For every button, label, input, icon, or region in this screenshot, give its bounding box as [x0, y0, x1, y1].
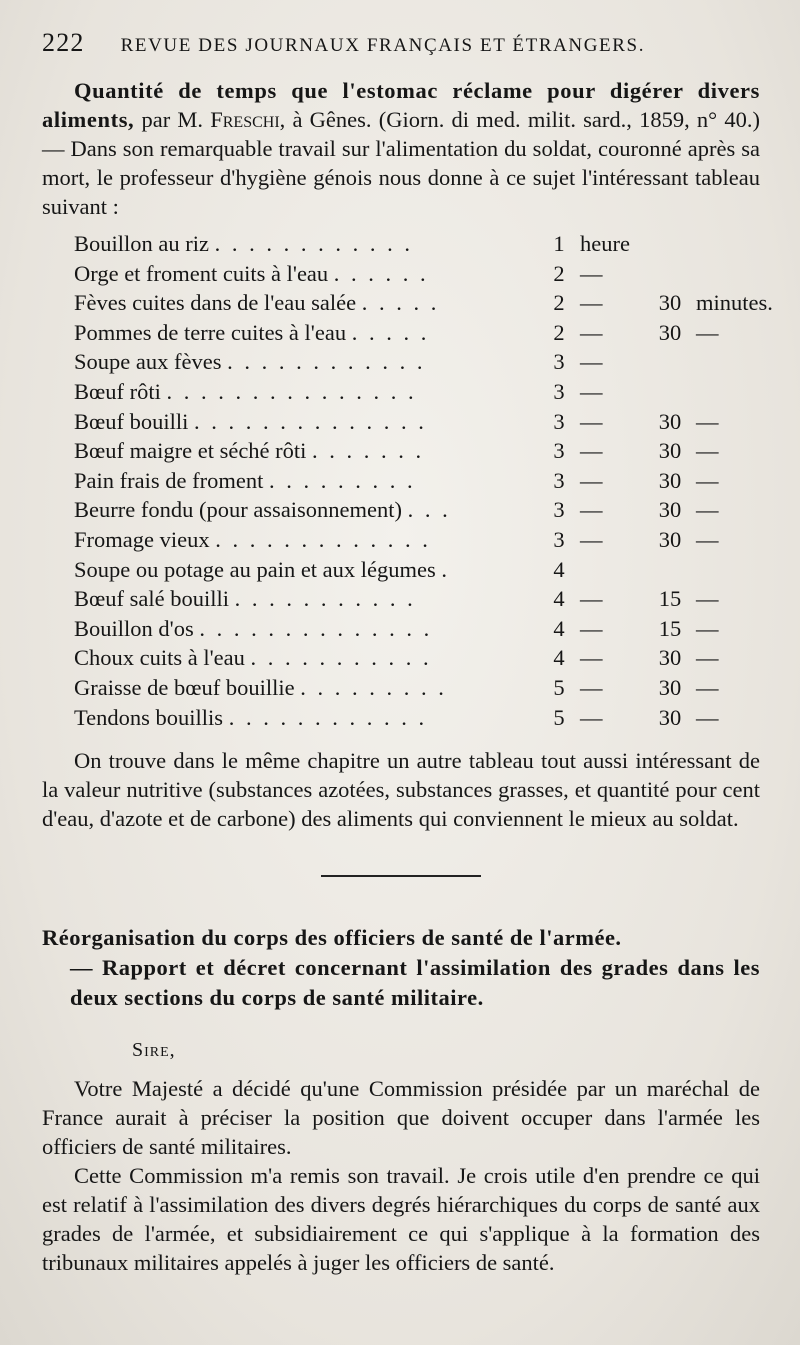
section-title — [42, 923, 760, 1013]
digestion-time-table — [74, 231, 773, 734]
hours-unit: — — [580, 260, 603, 286]
minutes-value: 30 — [658, 645, 682, 671]
food-name: Bouillon au riz . . . . . . . . . . . . — [74, 231, 413, 256]
minutes-unit: — — [696, 526, 719, 552]
leader-dots: . . . — [407, 497, 451, 523]
leader-dots: . . . . . . . . . . . . . — [215, 526, 431, 552]
table-row — [74, 705, 762, 735]
hours-value: 3 — [553, 349, 565, 375]
report-paragraph-2: Cette Commission m'a remis son travail. Je crois utile d'en prendre ce qui est relatif à l'assimilation des divers degrés hiérarchiques du corps de santé aux grades de l'armée, et subsidiairement ce qui s'applique à la formation des tribunaux militaires appelés à juger les officiers de santé. — [42, 1163, 760, 1276]
food-name: Bœuf rôti . . . . . . . . . . . . . . . — [74, 378, 417, 404]
hours-unit: — — [580, 497, 603, 523]
hours-unit: — — [580, 467, 603, 493]
minutes-value: 30 — [658, 438, 682, 464]
hours-value: 4 — [553, 645, 565, 671]
food-name: Bœuf bouilli . . . . . . . . . . . . . . — [74, 408, 427, 434]
food-name: Graisse de bœuf bouillie . . . . . . . . . — [74, 674, 447, 700]
hours-unit: — — [580, 645, 603, 671]
hours-unit: heure — [580, 231, 630, 256]
byline-pre: par M. — [134, 107, 211, 132]
food-name: Soupe ou potage au pain et aux légumes . — [74, 556, 451, 582]
hours-value: 3 — [553, 497, 565, 523]
hours-value: 3 — [553, 438, 565, 464]
minutes-unit: — — [696, 586, 719, 612]
hours-value: 3 — [553, 467, 565, 493]
hours-unit: — — [580, 526, 603, 552]
leader-dots: . . . . . . . . . . . . . . — [199, 615, 433, 641]
salutation: Sire, — [132, 1039, 176, 1062]
food-name: Pain frais de froment . . . . . . . . . — [74, 467, 416, 493]
table-row — [74, 527, 762, 557]
leader-dots: . . . . . . — [333, 260, 429, 286]
hours-unit: — — [580, 586, 603, 612]
food-name: Bouillon d'os . . . . . . . . . . . . . . — [74, 615, 433, 641]
minutes-value: 30 — [658, 674, 682, 700]
leader-dots: . . . . . . . . . . . . — [228, 704, 428, 730]
article-intro — [42, 76, 760, 221]
food-name: Orge et froment cuits à l'eau . . . . . . — [74, 260, 429, 286]
hours-value: 5 — [553, 704, 565, 730]
leader-dots: . . . . . . . — [312, 438, 425, 464]
table-row — [74, 261, 762, 291]
hours-unit: — — [580, 408, 603, 434]
hours-unit: — — [580, 290, 603, 316]
hours-value: 5 — [553, 674, 565, 700]
food-name: Pommes de terre cuites à l'eau . . . . . — [74, 319, 430, 345]
table-row — [74, 497, 762, 527]
hours-value: 2 — [553, 290, 565, 316]
leader-dots: . . . . . . . . . . . . — [214, 231, 413, 256]
hours-unit: — — [580, 674, 603, 700]
minutes-value: 30 — [658, 290, 682, 316]
running-title: REVUE DES JOURNAUX FRANÇAIS ET ÉTRANGERS. — [120, 35, 646, 56]
hours-unit: — — [580, 615, 603, 641]
minutes-value: 30 — [658, 497, 682, 523]
table-row — [74, 379, 762, 409]
minutes-value: 30 — [658, 319, 682, 345]
leader-dots: . . . . . — [351, 319, 430, 345]
minutes-unit: — — [696, 467, 719, 493]
leader-dots: . . . . . . . . . . . . — [227, 349, 426, 375]
section-divider — [321, 875, 481, 877]
leader-dots: . — [441, 556, 451, 582]
table-row — [74, 468, 762, 498]
table-row — [74, 616, 762, 646]
hours-value: 3 — [553, 526, 565, 552]
table-row — [74, 675, 762, 705]
leader-dots: . . . . . — [361, 290, 440, 316]
hours-unit: — — [580, 349, 603, 375]
minutes-unit: — — [696, 438, 719, 464]
hours-unit: — — [580, 378, 603, 404]
minutes-unit: — — [696, 674, 719, 700]
hours-value: 2 — [553, 319, 565, 345]
table-row — [74, 231, 762, 261]
table-row — [74, 557, 762, 587]
article-title: Quantité de temps que l'estomac réclame pour digérer divers aliments, — [42, 78, 760, 132]
leader-dots: . . . . . . . . . . . . . . . — [166, 378, 417, 404]
paragraph-after-table: On trouve dans le même chapitre un autre tableau tout aussi intéressant de la valeur nutritive (substances azotées, substances grasses, et quantité pour cent d'eau, d'azote et de carbone) des aliments qui conviennent le mieux au soldat. — [42, 748, 760, 832]
leader-dots: . . . . . . . . . . . — [234, 586, 416, 612]
table-row — [74, 290, 773, 320]
minutes-unit: — — [696, 408, 719, 434]
author-name: Freschi — [210, 107, 280, 132]
food-name: Fromage vieux . . . . . . . . . . . . . — [74, 526, 431, 552]
hours-value: 4 — [553, 556, 565, 582]
minutes-value: 15 — [658, 615, 682, 641]
table-row — [74, 349, 762, 379]
hours-unit: — — [580, 704, 603, 730]
hours-unit: — — [580, 319, 603, 345]
table-row — [74, 438, 762, 468]
minutes-value: 15 — [658, 586, 682, 612]
leader-dots: . . . . . . . . . . . — [250, 645, 432, 671]
hours-unit: — — [580, 438, 603, 464]
food-name: Bœuf salé bouilli . . . . . . . . . . . — [74, 586, 416, 612]
food-name: Choux cuits à l'eau . . . . . . . . . . . — [74, 645, 432, 671]
minutes-value: 30 — [658, 704, 682, 730]
table-row — [74, 409, 762, 439]
section-title-line1: Réorganisation du corps des officiers de santé de l'armée. — [42, 925, 622, 951]
page-number: 222 — [42, 28, 85, 57]
minutes-value: 30 — [658, 408, 682, 434]
hours-value: 4 — [553, 586, 565, 612]
leader-dots: . . . . . . . . . — [300, 674, 447, 700]
table-row — [74, 645, 762, 675]
hours-value: 2 — [553, 260, 565, 286]
report-paragraph-1: Votre Majesté a décidé qu'une Commission présidée par un maréchal de France aurait à préciser la position que doivent occuper dans l'armée les officiers de santé militaires. — [42, 1076, 760, 1160]
hours-value: 1 — [553, 231, 565, 256]
hours-value: 3 — [553, 378, 565, 404]
minutes-value: 30 — [658, 467, 682, 493]
food-name: Bœuf maigre et séché rôti . . . . . . . — [74, 438, 425, 464]
table-row — [74, 586, 762, 616]
food-name: Beurre fondu (pour assaisonnement) . . . — [74, 497, 451, 523]
hours-value: 3 — [553, 408, 565, 434]
leader-dots: . . . . . . . . . . . . . . — [194, 408, 427, 434]
food-name: Tendons bouillis . . . . . . . . . . . . — [74, 704, 428, 730]
byline-post: , à Gênes. (Giorn. di med. milit. sard., 1859, n° 40.) — Dans son remarquable travail sur l'alimentation du soldat, couronné après sa mort, le professeur d'hygiène génois nous donne à ce sujet l'intéressant tableau suivant : — [42, 107, 760, 219]
hours-value: 4 — [553, 615, 565, 641]
food-name: Fèves cuites dans de l'eau salée . . . . . — [74, 290, 440, 316]
leader-dots: . . . . . . . . . — [268, 467, 416, 493]
section-title-line2: — Rapport et décret concernant l'assimilation des grades dans les deux sections du corps de santé militaire. — [70, 955, 760, 1011]
minutes-unit: — — [696, 319, 719, 345]
minutes-unit: minutes. — [696, 290, 773, 316]
minutes-unit: — — [696, 645, 719, 671]
minutes-unit: — — [696, 497, 719, 523]
food-name: Soupe aux fèves . . . . . . . . . . . . — [74, 349, 426, 375]
running-head — [42, 28, 760, 58]
table-row — [74, 320, 762, 350]
minutes-unit: — — [696, 615, 719, 641]
minutes-value: 30 — [658, 526, 682, 552]
minutes-unit: — — [696, 704, 719, 730]
